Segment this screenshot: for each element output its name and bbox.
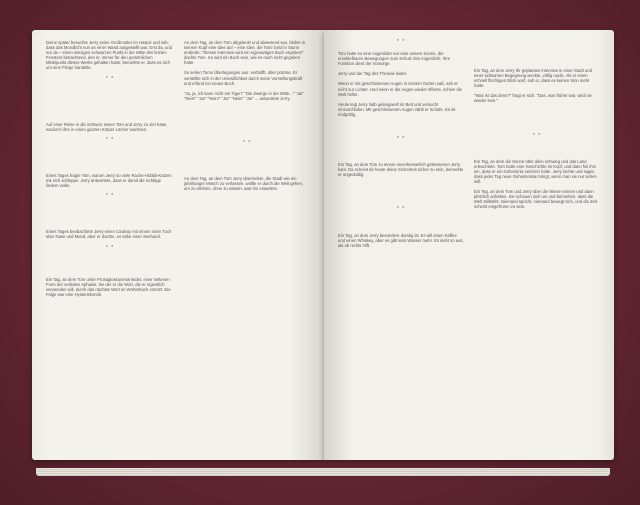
paragraph: Wenn er mit geschlossenen Augen in seinem Garten saß, sah er nicht nur Lichter. Und wenn er die Augen wieder öffnete, schien die Welt heller. [338, 81, 462, 97]
left-page-column-2 [184, 40, 310, 196]
paragraph: An dem Tag, an dem Tom Jerry überredete, die Stadt wie ein jahrelanger Mönch zu verlassen, wollte er durch die Welt gehen, um zu erleben, ohne zu wissen, was ihn erwartete. [184, 176, 304, 192]
open-book [32, 30, 614, 470]
paragraph: Eines Tages beobachtete Jerry einen Cowboy mit einem roten Tuch über Nase und Mund, aber er dachte, es sähe einer Seehund. [46, 229, 172, 240]
paragraph: Ein Tag, an dem Jerry Ihr geplantes Interview in einer Stadt und einer seltsamen Begegnung weckte, völlig nackt. Als er einen schnell flüchtigen Blick warf, sah er, dass es keinen Sinn mehr hatte. [474, 68, 592, 89]
section-separator: * * [396, 136, 406, 143]
paragraph: Jerry und der Tag des Themas leider. [338, 71, 407, 77]
paragraph: Tom hatte so eine Augenlider nur eine unsere Sonne, die unmittelbaren Bewegungen zum Schutz des Augenlicht. Ihre Funktion dient der Vorsorge. [338, 51, 450, 67]
right-page-column-1 [338, 40, 464, 253]
section-separator: * * [396, 39, 406, 45]
left-page [32, 30, 324, 460]
section-separator: * * [105, 244, 115, 251]
paragraph: Ein Tag, an dem Tom unter Prosaglossonesis leidet, einer seltenen Form der verbalen Aphasie, bei der er die Wort, die er eigentlich verwenden will, durch das nächste Wort im Wörterbuch ersetzt. Die Folge war eine Hysteriekomik. [46, 276, 171, 297]
left-page-column-1 [46, 40, 174, 302]
section-separator: * * [105, 193, 115, 200]
section-separator: * * [396, 206, 406, 213]
paragraph: Ein Tag, an dem die Sonne über allen schwieg und das Land erleuchtete. Tom hatte eine Geschichte im Kopf, und dann fiel ihm ein, dass er ein Geheimnis verloren hatte. Jerry lachte und sagte, dass jeder Tag neue Geheimnisse bringt, wenn man sie nur sehen will. [474, 158, 597, 185]
page-edges [36, 468, 610, 476]
paragraph: Ein Tag, an dem Tom zu einem unverbesserlich gebessenen Jerry kam. Da scheint dir heute deine Sicherheit sicher zu sein, bemerkte er ungeduldig. [338, 162, 464, 178]
paragraph: Ein Tag, an dem Jerry besondere durstig ist. Er will einen Kaffee und einen Whiskey, aber es gibt kein Wasser mehr. Es sieht so aus, als ob nichts hilft. [338, 232, 464, 248]
section-separator: * * [242, 139, 252, 146]
paragraph: An dem Tag, an dem Tom abgelenkt und abwesend war, blühte in seinem Kopf eine Idee auf – eine Idee, die Tomi Geld in Sturm eroberte: "Dieses Interview wird ein eigenartiges Buch ergeben!" dachte Tom. So wird ein Buch sein, wie es noch nicht gegeben hatte. [184, 40, 306, 66]
paragraph: "Ja, ja, ich kann nicht ein Tiger!" "Die Zwerge in der Mitte..." "Ja!" "Nein!" "Ja!" "Nein!" "Ja!" "Nein!" "Ja!" ... antwortete Jerry. [184, 90, 304, 101]
right-page-column-2 [474, 40, 600, 215]
paragraph: Heute legt Jerry halb gelangweilt im Bett und versucht einzuschlafen. Mit geschlossenen Augen zählt er Schafe. Es ist endgültig. [338, 101, 456, 117]
paragraph: So sehen Toms Überlegungen aus: verblüfft, über präzise. Er verstellte sich in der Unendlichkeit durch seine Vorstellungskraft und erfand ein neues Buch. [184, 70, 303, 86]
paragraph: Eines Tages fragte Tom, warum Jerry so viele Rache-Hobbit-Katzen mit sich schleppe. Jerry antwortete, dass er damit die Schläge lindern wolle. [46, 172, 172, 189]
paragraph: Deine später besuchte Jerry seine Großmutter im Hospiz und sah, dass das Mondlicht nun an einer Wand ausgestellt war. Erst da, und nur da – einen winzigen schwarzen Punkt in der Mitte des letzten Fensters betrachtend, den er, immer für den persönlichen Mittelpunkt dieses Werks gehalten hatte, bemerkte er, dass es sich um eine Fliege handelte. [46, 40, 173, 71]
section-separator: * * [532, 132, 542, 139]
paragraph: Ein Tag, an dem Tom und Jerry über die Wiese rennen und dann plötzlich anhalten. Sie schauen sich um und bemerken, dass die Welt stillsteht. Niemand spricht, niemand bewegt sich, und die Zeit scheint eingefroren zu sein. [474, 189, 598, 210]
section-separator: * * [105, 136, 115, 143]
paragraph: Auf einer Reise in die Schweiz essen Tom und Jerry zu viel Käse, wodurch ihre in einen ganzen Körper Löcher wachsen. [46, 121, 168, 132]
section-separator: * * [105, 75, 115, 82]
paragraph: "Was ist das denn?" fragt er sich. "Das, was früher war, wird nie wieder sein." [474, 93, 592, 104]
right-page [324, 30, 614, 460]
